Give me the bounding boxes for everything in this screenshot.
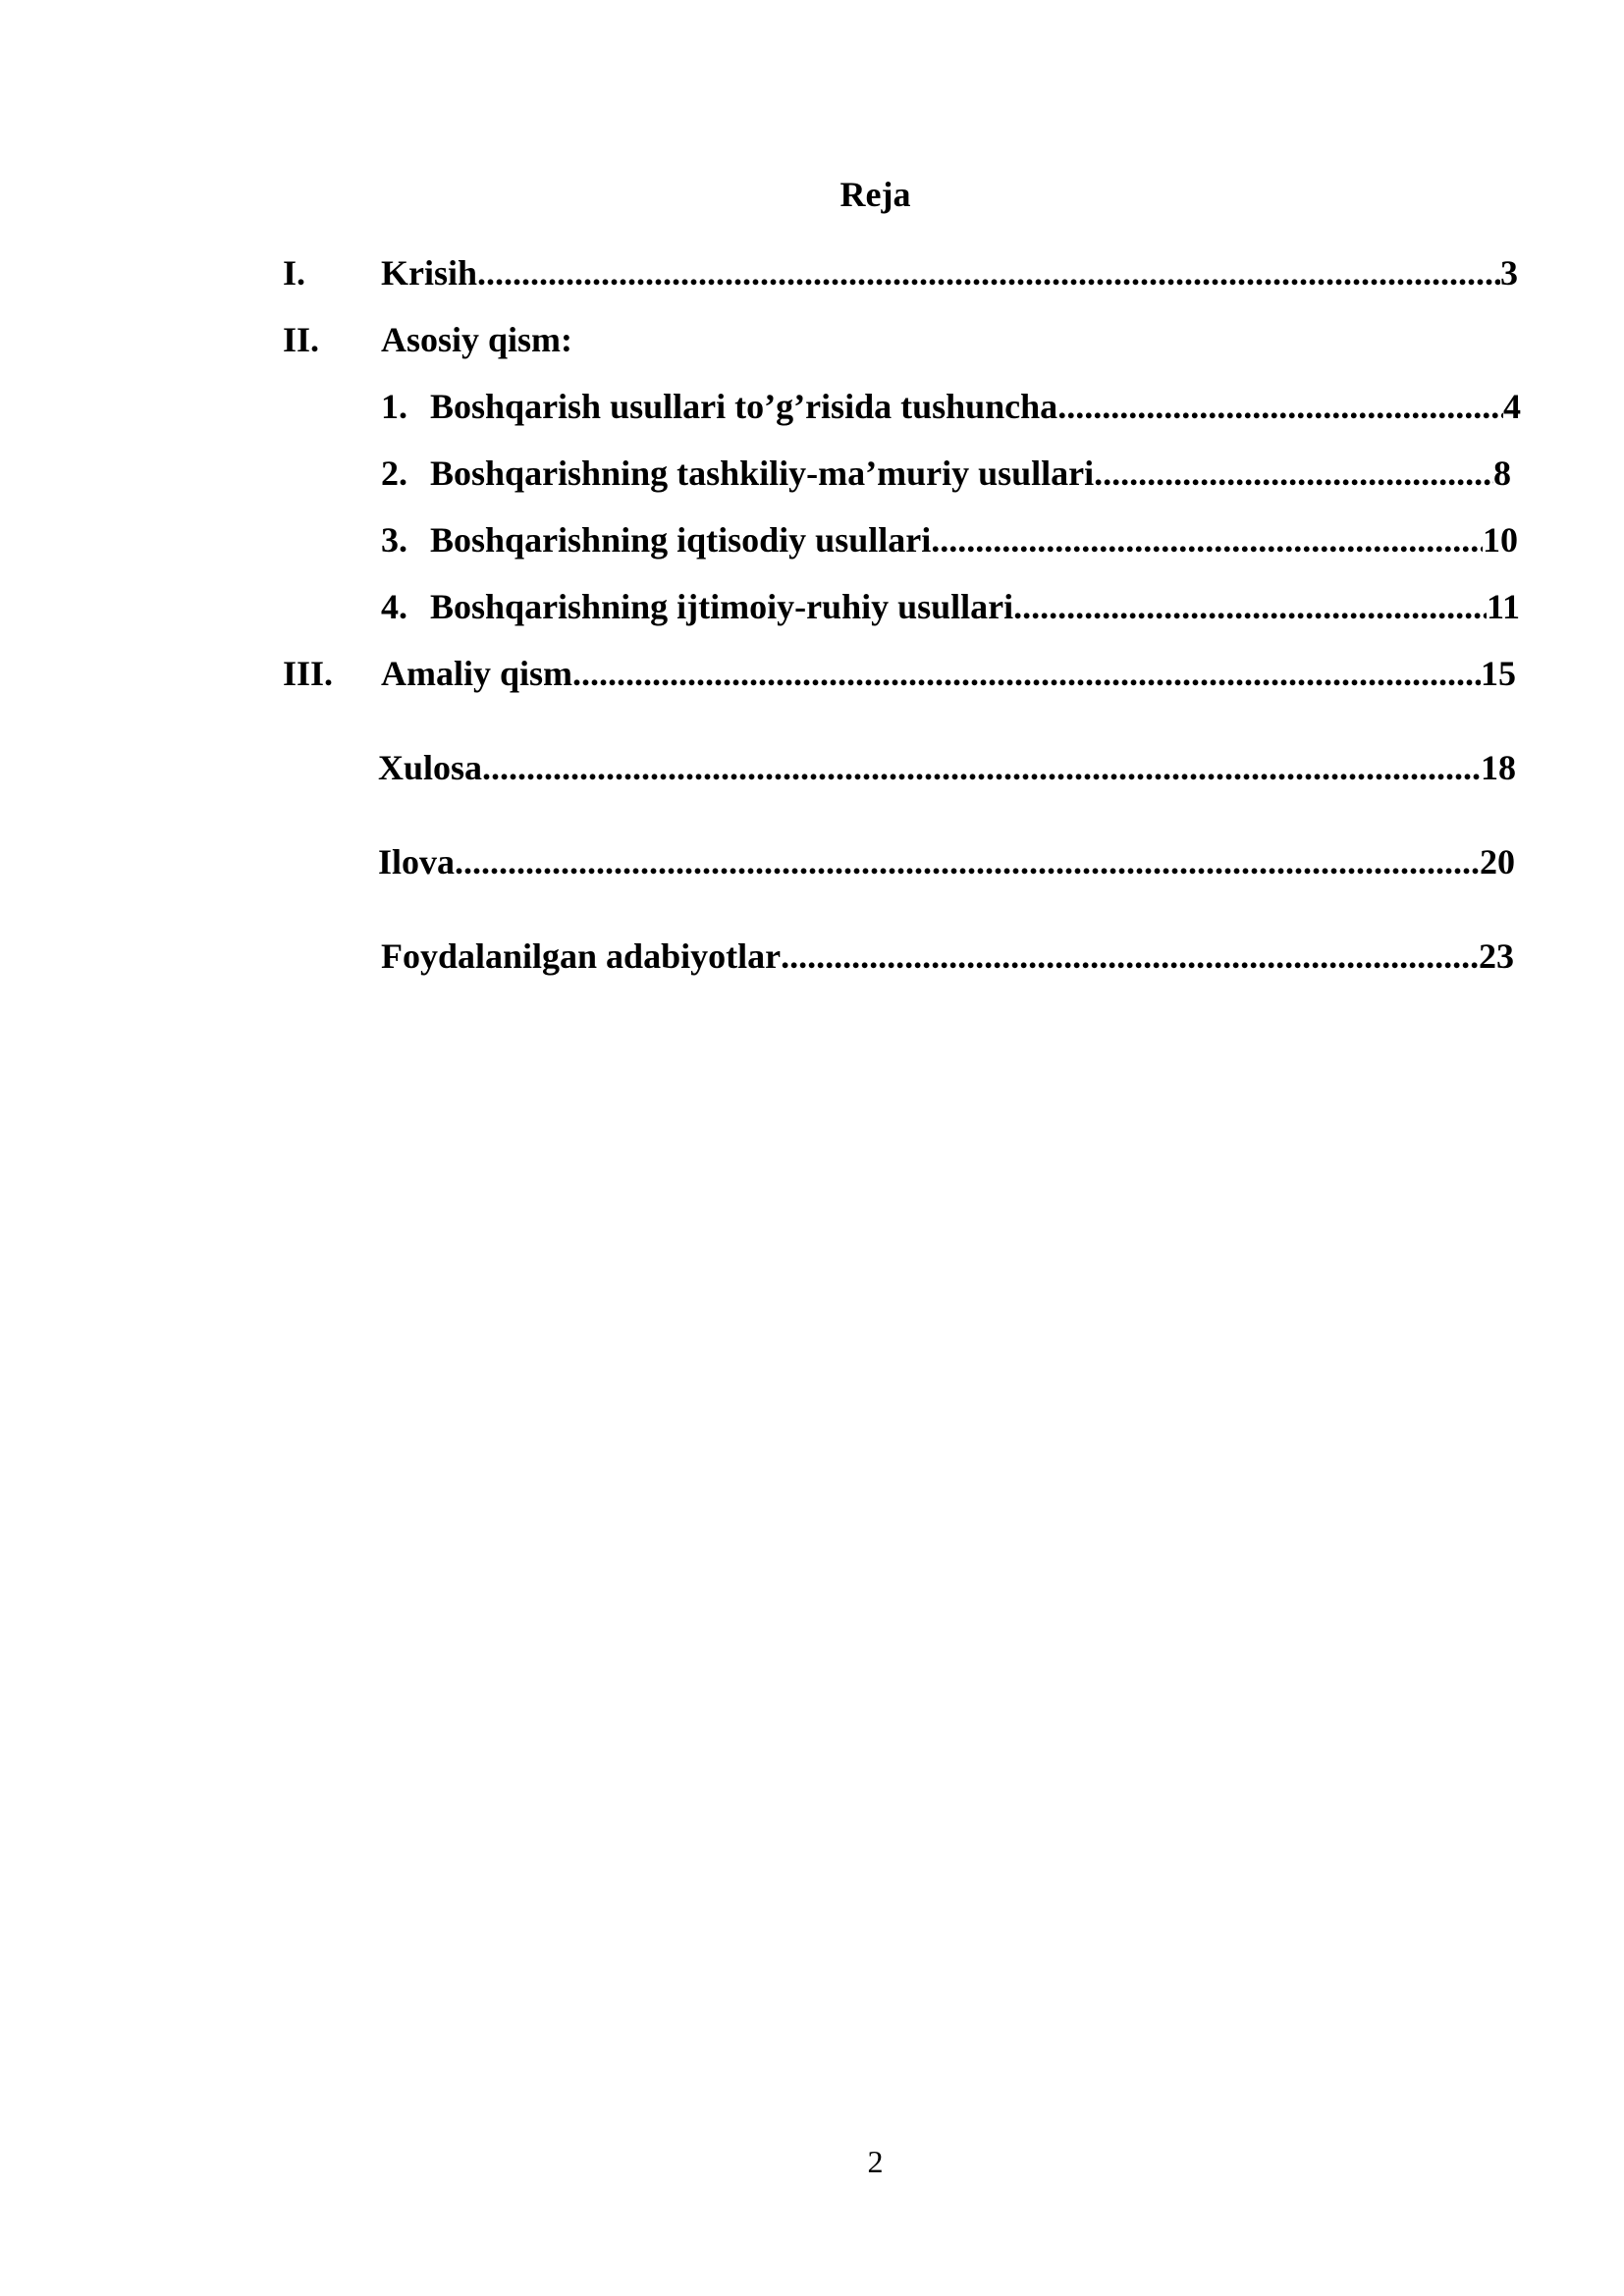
toc-entry-krisih[interactable] xyxy=(381,247,1518,298)
toc-roman-numeral: II. xyxy=(283,320,320,359)
toc-entry-page: 15 xyxy=(1481,654,1516,693)
toc-entry-title: Boshqarishning tashkiliy-ma’muriy usullari xyxy=(430,454,1095,493)
toc-entry-title: Asosiy qism: xyxy=(381,320,573,359)
toc-dot-leader xyxy=(572,648,1481,699)
toc-entry-title: Ilova xyxy=(378,842,456,881)
page-number: 2 xyxy=(867,2144,884,2179)
page-title: Reja xyxy=(839,175,911,214)
toc-subentry-3[interactable] xyxy=(381,514,1518,565)
toc-entry-page: 23 xyxy=(1479,936,1514,976)
toc-entry-foydalanilgan-adabiyotlar[interactable] xyxy=(381,931,1514,982)
toc-entry-number: 3. xyxy=(381,520,407,560)
toc-dot-leader xyxy=(781,931,1479,982)
toc-subentry-1[interactable] xyxy=(381,381,1521,432)
toc-dot-leader xyxy=(1094,448,1493,499)
toc-entry-page: 18 xyxy=(1481,748,1516,787)
toc-dot-leader xyxy=(931,514,1483,565)
toc-entry-asosiy-qism[interactable] xyxy=(381,314,1518,365)
toc-subentry-2[interactable] xyxy=(381,448,1511,499)
toc-entry-ilova[interactable] xyxy=(378,836,1515,887)
toc-entry-number: 1. xyxy=(381,387,407,426)
toc-entry-page: 3 xyxy=(1500,253,1518,293)
toc-roman-numeral: III. xyxy=(283,654,334,693)
toc-subentry-4[interactable] xyxy=(381,581,1520,632)
toc-entry-title: Boshqarishning ijtimoiy-ruhiy usullari xyxy=(430,587,1014,626)
toc-entry-page: 4 xyxy=(1503,387,1521,426)
toc-dot-leader xyxy=(1057,381,1503,432)
toc-entry-title: Krisih xyxy=(381,253,478,293)
toc-entry-title: Boshqarishning iqtisodiy usullari xyxy=(430,520,932,560)
toc-dot-leader xyxy=(455,836,1480,887)
toc-entry-page: 10 xyxy=(1483,520,1518,560)
toc-dot-leader xyxy=(477,247,1500,298)
toc-entry-page: 8 xyxy=(1493,454,1511,493)
toc-entry-page: 11 xyxy=(1486,587,1520,626)
toc-entry-title: Amaliy qism xyxy=(381,654,573,693)
toc-entry-number: 2. xyxy=(381,454,407,493)
toc-entry-xulosa[interactable] xyxy=(378,742,1516,793)
toc-entry-amaliy-qism[interactable] xyxy=(381,648,1516,699)
toc-entry-title: Foydalanilgan adabiyotlar xyxy=(381,936,782,976)
toc-entry-title: Xulosa xyxy=(378,748,483,787)
toc-dot-leader xyxy=(1013,581,1487,632)
toc-entry-number: 4. xyxy=(381,587,407,626)
toc-dot-leader xyxy=(482,742,1481,793)
toc-roman-numeral: I. xyxy=(283,253,306,293)
toc-entry-page: 20 xyxy=(1480,842,1515,881)
toc-entry-title: Boshqarish usullari to’g’risida tushuncha xyxy=(430,387,1058,426)
